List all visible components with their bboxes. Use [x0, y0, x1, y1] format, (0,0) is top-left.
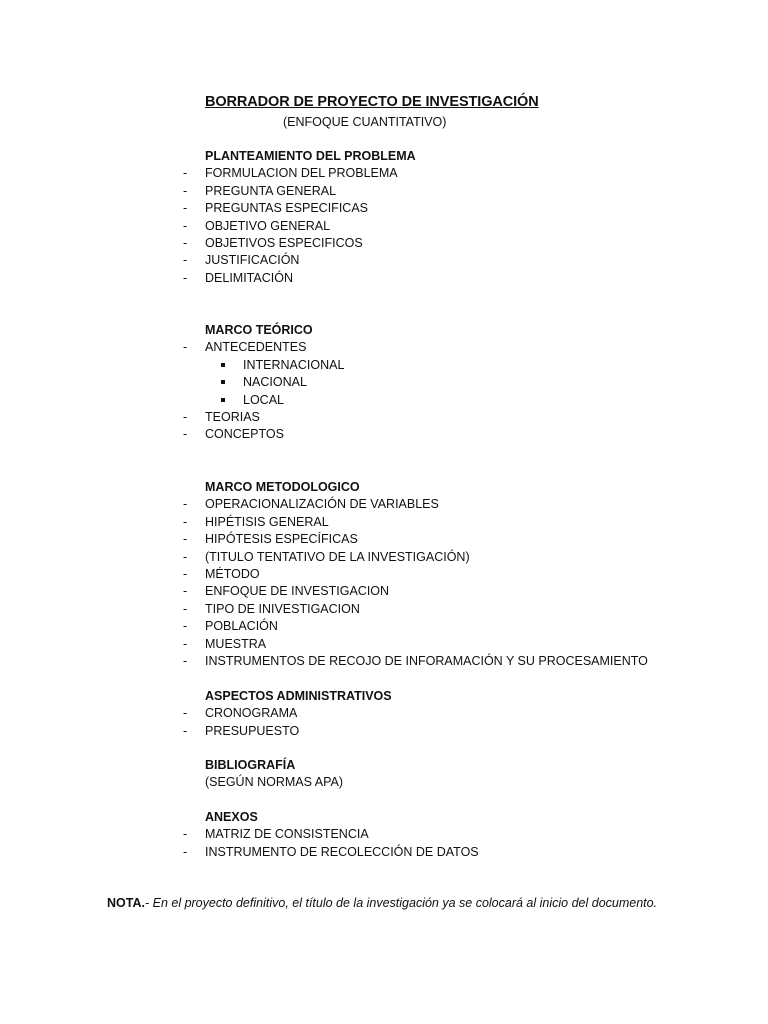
- list-item: [183, 409, 743, 426]
- list-item: [183, 844, 743, 861]
- list-item: [183, 514, 743, 531]
- list-item-text: POBLACIÓN: [205, 619, 278, 634]
- dash-bullet: -: [183, 236, 188, 251]
- list-item: [183, 270, 743, 287]
- dash-bullet: -: [183, 827, 188, 842]
- sub-list-item: [183, 392, 743, 409]
- section-bibliografia: [183, 757, 743, 792]
- dash-bullet: -: [183, 723, 188, 738]
- section-heading: BIBLIOGRAFÍA: [205, 758, 296, 772]
- sub-list-item-text: NACIONAL: [243, 375, 307, 390]
- sub-list-item-text: LOCAL: [243, 392, 284, 407]
- document-subtitle: (ENFOQUE CUANTITATIVO): [283, 115, 447, 129]
- list-item: [183, 723, 743, 740]
- list-item: [183, 235, 743, 252]
- list-item: [183, 183, 743, 200]
- list-item-text: PREGUNTA GENERAL: [205, 183, 337, 198]
- dash-bullet: -: [183, 253, 188, 268]
- dash-bullet: -: [183, 218, 188, 233]
- list-item: [183, 705, 743, 722]
- dash-bullet: -: [183, 636, 188, 651]
- list-item-text: OBJETIVOS ESPECIFICOS: [205, 236, 363, 251]
- list-item-text: FORMULACION DEL PROBLEMA: [205, 166, 398, 181]
- dash-bullet: -: [183, 601, 188, 616]
- note-label: NOTA.: [107, 896, 145, 910]
- section-marco-metodologico: [183, 479, 743, 670]
- section-heading: ASPECTOS ADMINISTRATIVOS: [205, 689, 392, 703]
- dash-bullet: -: [183, 567, 188, 582]
- list-item-text: OPERACIONALIZACIÓN DE VARIABLES: [205, 497, 439, 512]
- list-item-text: TIPO DE INIVESTIGACION: [205, 601, 360, 616]
- sub-list-item-text: INTERNACIONAL: [243, 357, 345, 372]
- square-bullet-icon: [221, 392, 243, 409]
- section-heading: ANEXOS: [205, 810, 258, 824]
- dash-bullet: -: [183, 340, 188, 355]
- list-item: [183, 583, 743, 600]
- list-item-text: CONCEPTOS: [205, 427, 284, 442]
- list-item-text: INSTRUMENTOS DE RECOJO DE INFORAMACIÓN Y SU PROCESAMIENTO: [205, 654, 648, 669]
- list-item-text: PREGUNTAS ESPECIFICAS: [205, 201, 368, 216]
- dash-bullet: -: [183, 706, 188, 721]
- list-item: [183, 653, 743, 670]
- list-item: [183, 496, 743, 513]
- dash-bullet: -: [183, 584, 188, 599]
- list-item-text: PRESUPUESTO: [205, 723, 300, 738]
- list-item-text: DELIMITACIÓN: [205, 270, 293, 285]
- section-heading: PLANTEAMIENTO DEL PROBLEMA: [205, 149, 416, 163]
- list-item-text: ANTECEDENTES: [205, 340, 307, 355]
- list-item: [183, 618, 743, 635]
- list-item-text: ENFOQUE DE INVESTIGACION: [205, 584, 390, 599]
- document-title: BORRADOR DE PROYECTO DE INVESTIGACIÓN: [205, 94, 539, 110]
- section-aspectos-administrativos: [183, 688, 743, 740]
- dash-bullet: -: [183, 497, 188, 512]
- list-item-text: TEORIAS: [205, 410, 260, 425]
- list-item-text: OBJETIVO GENERAL: [205, 218, 331, 233]
- dash-bullet: -: [183, 532, 188, 547]
- dash-bullet: -: [183, 166, 188, 181]
- list-item-text: MATRIZ DE CONSISTENCIA: [205, 827, 369, 842]
- list-item: [183, 252, 743, 269]
- list-item-text: MUESTRA: [205, 636, 267, 651]
- list-item-text: CRONOGRAMA: [205, 706, 298, 721]
- list-item: [183, 549, 743, 566]
- list-item-text: (TITULO TENTATIVO DE LA INVESTIGACIÓN): [205, 549, 470, 564]
- list-item: [183, 426, 743, 443]
- dash-bullet: -: [183, 410, 188, 425]
- list-item: [183, 826, 743, 843]
- section-planteamiento: [183, 148, 743, 287]
- section-heading: MARCO METODOLOGICO: [205, 480, 360, 494]
- list-item-text: MÉTODO: [205, 567, 260, 582]
- list-item-text: JUSTIFICACIÓN: [205, 253, 300, 268]
- dash-bullet: -: [183, 549, 188, 564]
- bibliografia-note: (SEGÚN NORMAS APA): [205, 775, 343, 790]
- list-item: [183, 531, 743, 548]
- list-item-text: HIPÓTESIS ESPECÍFICAS: [205, 532, 358, 547]
- section-marco-teorico: [183, 322, 743, 444]
- dash-bullet: -: [183, 654, 188, 669]
- dash-bullet: -: [183, 270, 188, 285]
- dash-bullet: -: [183, 201, 188, 216]
- square-bullet-icon: [221, 374, 243, 391]
- list-item: [183, 636, 743, 653]
- section-anexos: [183, 809, 743, 861]
- list-item-text: HIPÉTISIS GENERAL: [205, 514, 329, 529]
- list-item: [183, 566, 743, 583]
- dash-bullet: -: [183, 427, 188, 442]
- square-bullet-icon: [221, 357, 243, 374]
- footer-note: [107, 896, 747, 910]
- sub-list-item: [183, 374, 743, 391]
- dash-bullet: -: [183, 844, 188, 859]
- list-item: [183, 601, 743, 618]
- dash-bullet: -: [183, 619, 188, 634]
- note-text: - En el proyecto definitivo, el título de la investigación ya se colocará al inicio del documento.: [144, 896, 658, 910]
- section-heading: MARCO TEÓRICO: [205, 323, 313, 337]
- list-item: [183, 200, 743, 217]
- list-item: [183, 218, 743, 235]
- dash-bullet: -: [183, 514, 188, 529]
- dash-bullet: -: [183, 183, 188, 198]
- list-item: [183, 339, 743, 356]
- list-item: [183, 165, 743, 182]
- list-item-text: INSTRUMENTO DE RECOLECCIÓN DE DATOS: [205, 844, 479, 859]
- sub-list-item: [183, 357, 743, 374]
